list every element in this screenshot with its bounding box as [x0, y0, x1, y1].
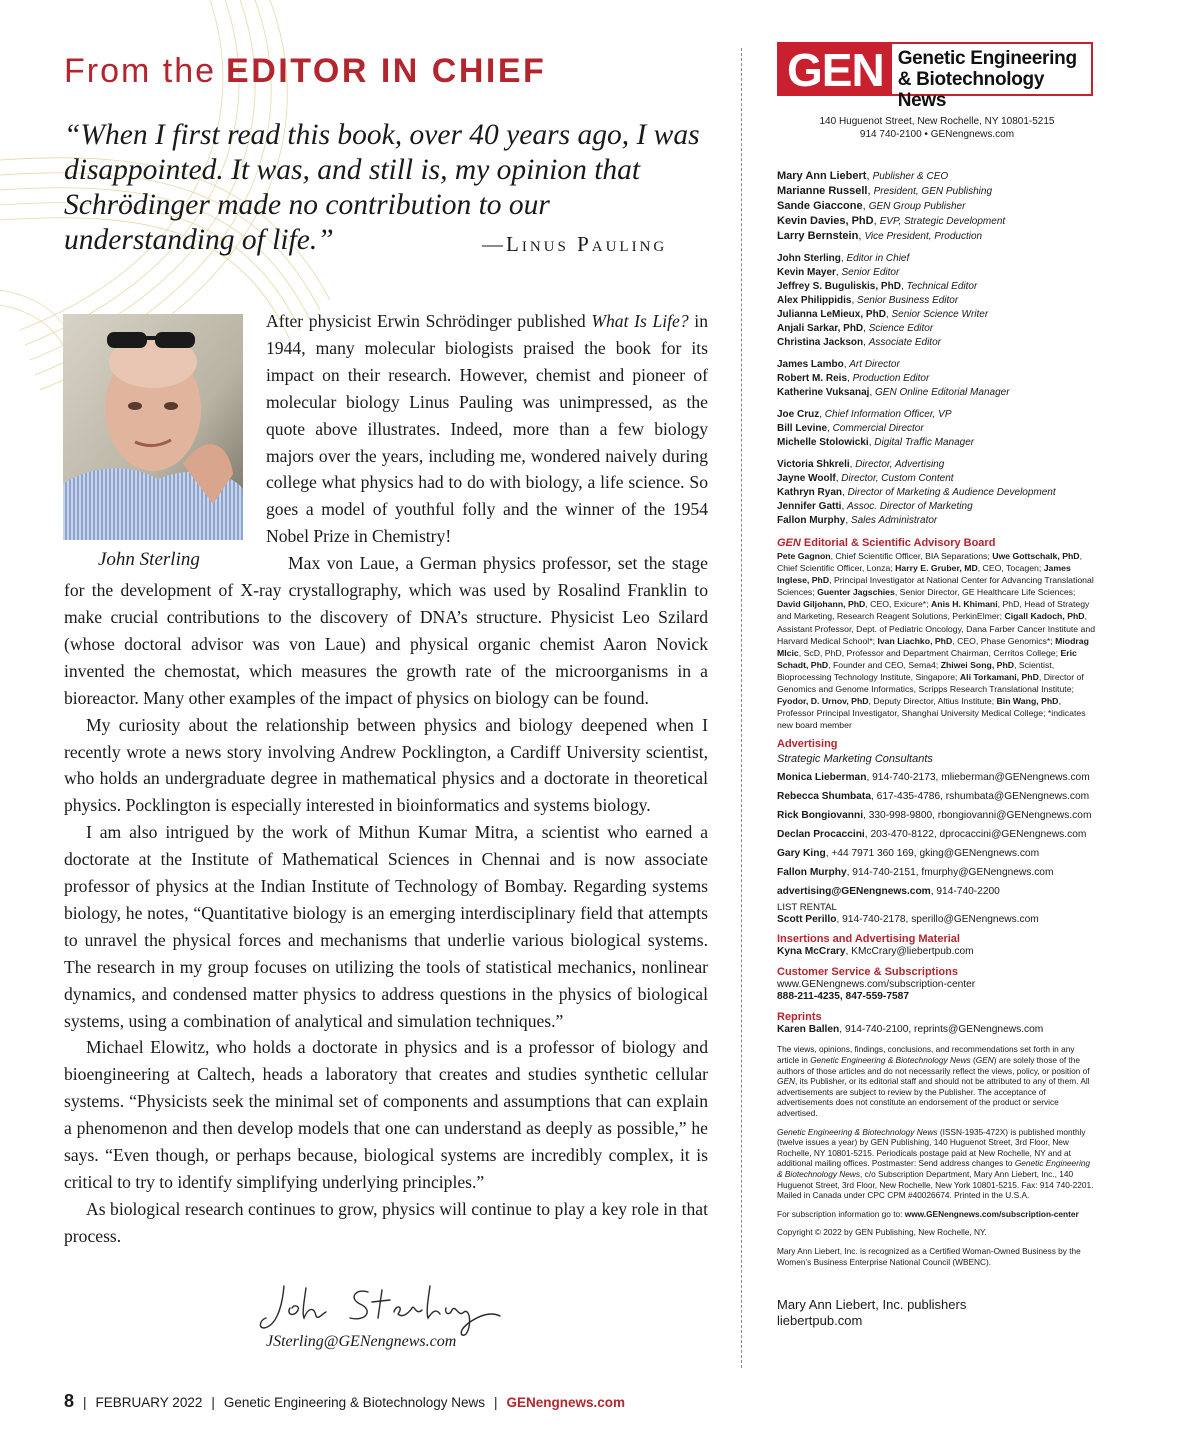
staff-entry: Christina Jackson, Associate Editor: [777, 337, 941, 348]
staff-name: Katherine Vuksanaj: [777, 387, 870, 398]
editor-email[interactable]: JSterling@GENengnews.com: [266, 1333, 457, 1350]
advertising-subheading: Strategic Marketing Consultants: [777, 753, 933, 766]
board-member-affiliation: Scientist, Bioprocessing Technology Institute, Singapore: [777, 659, 1055, 682]
handwritten-signature: [256, 1278, 506, 1338]
wbenc-statement: Mary Ann Liebert, Inc. is recognized as a Certified Woman-Owned Business by the Women’s Business Enterprise National Council (WBENC).: [777, 1245, 1081, 1267]
board-member-name: Eric Schadt, PhD: [777, 647, 1077, 670]
heading-em: GEN: [777, 537, 801, 549]
advisory-board-heading: [777, 536, 1097, 550]
column-divider: [741, 48, 742, 1368]
contact-info[interactable]: , 330-998-9800, rbongiovanni@GENengnews.com: [863, 810, 1092, 822]
staff-title: Production Editor: [852, 373, 930, 384]
board-member-name: James Inglese, PhD: [777, 563, 1071, 586]
staff-group: [777, 252, 1097, 350]
advertising-contact: [777, 771, 1097, 784]
contact-name: Karen Ballen: [777, 1023, 840, 1035]
staff-title: Senior Science Writer: [891, 309, 989, 320]
staff-group: [777, 458, 1097, 528]
text-run: in 1944, many molecular biologists praised the book for its impact on their research. However, chemist and pioneer of molecular biology Linus Pauling was unimpressed, as the quote above illustrates. Indeed, more than a few biology majors over the years, including me, wondered naively during college what physics had to do with biology, a life science. So goes a model of youthful folly and the winner of the 1954 Nobel Prize in Chemistry!: [266, 311, 708, 547]
contact-info[interactable]: , +44 7971 360 169, gking@GENengnews.com: [825, 848, 1040, 860]
text-run: ) are solely those of the authors of those articles and do not necessarily reflect the views, policy, or position of: [777, 1055, 1090, 1076]
board-member-name: Miodrag MIcic: [777, 635, 1089, 658]
board-member-name: Zhiwei Song, PhD: [940, 659, 1015, 670]
staff-title: GEN Group Publisher: [868, 201, 966, 212]
staff-name: Alex Philippidis: [777, 295, 852, 306]
customer-service-url[interactable]: www.GENengnews.com/subscription-center: [777, 978, 976, 990]
address-line: 140 Huguenot Street, New Rochelle, NY 10801-5215: [819, 116, 1055, 127]
board-member-name: Cigall Kadoch, PhD: [1004, 611, 1085, 622]
staff-title: Director of Marketing & Audience Development: [847, 487, 1056, 498]
board-member-name: Guenter Jagschies: [817, 587, 895, 598]
text-run: The views, opinions, findings, conclusions, and recommendations set forth in any article in: [777, 1044, 1075, 1065]
logo-line: Genetic Engineering: [897, 48, 1077, 69]
staff-name: Jayne Woolf: [777, 473, 836, 484]
advertising-contact: [777, 847, 1097, 860]
disclaimer-text: [777, 1044, 1097, 1118]
board-member-affiliation: Chief Scientific Officer, BIA Separations: [835, 551, 988, 561]
board-note: *indicates new board member: [777, 708, 1086, 731]
staff-entry: Larry Bernstein, Vice President, Production: [777, 230, 983, 242]
staff-entry: Anjali Sarkar, PhD, Science Editor: [777, 323, 934, 334]
contact-info[interactable]: , KMcCrary@liebertpub.com: [845, 946, 974, 958]
staff-entry: Jennifer Gatti, Assoc. Director of Marketing: [777, 501, 973, 512]
list-rental-label: LIST RENTAL: [777, 902, 837, 914]
staff-group: [777, 408, 1097, 450]
staff-title: Vice President, Production: [864, 231, 983, 242]
text-run: For subscription information go to:: [777, 1208, 905, 1219]
staff-entry: Robert M. Reis, Production Editor: [777, 373, 930, 384]
staff-title: Chief Information Officer, VP: [824, 409, 952, 420]
photo-wrap-spacer: [64, 308, 266, 576]
staff-entry: Victoria Shkreli, Director, Advertising: [777, 459, 945, 470]
publisher-address: [777, 116, 1097, 141]
staff-entry: Jeffrey S. Buguliskis, PhD, Technical Editor: [777, 281, 978, 292]
publication-name: Genetic Engineering & Biotechnology News: [223, 1395, 486, 1410]
contact-info[interactable]: , 914-740-2151, fmurphy@GENengnews.com: [846, 867, 1054, 879]
board-member-affiliation: Principal Investigator at National Center for Advancing Translational Sciences: [777, 575, 1094, 598]
footer-website-link[interactable]: GENengnews.com: [506, 1395, 626, 1410]
text-run: Genetic Engineering & Biotechnology News: [810, 1055, 971, 1065]
board-member-name: Ali Torkamani, PhD: [959, 671, 1039, 682]
text-run: www.GENengnews.com/subscription-center: [904, 1208, 1079, 1219]
list-rental-contact: [777, 913, 1097, 926]
board-member-affiliation: CEO, Exicure*: [870, 599, 927, 610]
staff-title: Editor in Chief: [846, 253, 910, 264]
masthead-sidebar: [777, 42, 1097, 1329]
staff-name: Michelle Stolowicki: [777, 437, 869, 448]
staff-group: [777, 169, 1097, 244]
advertising-contact: [777, 828, 1097, 841]
staff-entry: Joe Cruz, Chief Information Officer, VP: [777, 409, 952, 420]
staff-entry: Julianna LeMieux, PhD, Senior Science Writer: [777, 309, 989, 320]
advisory-board-list: Pete Gagnon, Chief Scientific Officer, BIA Separations; Uwe Gottschalk, PhD, Chief Scientific Officer, Lonza; Harry E. Gruber, MD, CEO, Tocagen; James Inglese, PhD, Principal Investigator at National Center for Advancing Translational Sciences; Guenter Jagschies, Senior Director, GE Healthcare Life Sciences; David Giljohann, PhD, CEO, Exicure*; Anis H. Khimani, PhD, Head of Strategy and Marketing, Research Reagent Solutions, PerkinElmer; Cigall Kadoch, PhD, Assistant Professor, Dept. of Pediatric Oncology, Dana Farber Cancer Institute and Harvard Medical School*; Ivan Liachko, PhD, CEO, Phase Genomics*; Miodrag MIcic, ScD, PhD, Professor and Department Chairman, Cerritos College; Eric Schadt, PhD, Founder and CEO, Sema4; Zhiwei Song, PhD, Scientist, Bioprocessing Technology Institute, Singapore; Ali Torkamani, PhD, Director of Genomics and Genome Informatics, Scripps Research Translational Institute; Fyodor, D. Urnov, PhD, Deputy Director, Altius Institute; Bin Wang, PhD, Professor Principal Investigator, Shanghai University Medical College; *indicates new board member: [777, 551, 1096, 731]
board-member-affiliation: Professor Principal Investigator, Shanghai University Medical College: [777, 708, 1044, 719]
heading-text: Editorial & Scientific Advisory Board: [803, 537, 996, 549]
contact-info[interactable]: , 617-435-4786, rshumbata@GENengnews.com: [871, 791, 1090, 803]
insertions-contact: [777, 946, 1097, 959]
board-member-name: Uwe Gottschalk, PhD: [992, 551, 1080, 561]
publisher-block: [777, 1297, 1097, 1329]
advertising-contacts: [777, 771, 1097, 898]
staff-title: Senior Editor: [841, 267, 900, 278]
text-run: (: [970, 1055, 976, 1065]
issue-date: FEBRUARY 2022: [95, 1395, 203, 1410]
subscription-info: [777, 1209, 1097, 1220]
staff-title: Science Editor: [868, 323, 934, 334]
board-member-name: Bin Wang, PhD: [996, 696, 1059, 707]
staff-name: Larry Bernstein: [777, 230, 859, 242]
contact-name: Monica Lieberman: [777, 772, 867, 784]
board-member-affiliation: ScD, PhD, Professor and Department Chairman, Cerritos College: [803, 647, 1056, 658]
staff-title: Associate Editor: [868, 337, 941, 348]
contact-info[interactable]: , 914-740-2178, sperillo@GENengnews.com: [836, 914, 1039, 926]
staff-title: Senior Business Editor: [857, 295, 959, 306]
board-member-affiliation: PhD, Head of Strategy and Marketing, Research Reagent Solutions, PerkinElmer: [777, 599, 1090, 622]
staff-title: President, GEN Publishing: [873, 186, 993, 197]
contact-name: advertising@GENengnews.com: [777, 886, 931, 898]
staff-name: Mary Ann Liebert: [777, 170, 867, 182]
photo-caption: John Sterling: [98, 549, 200, 570]
contact-info[interactable]: , 914-740-2100, reprints@GENengnews.com: [839, 1023, 1044, 1035]
customer-service-heading: Customer Service & Subscriptions: [777, 965, 958, 978]
advertising-contact: [777, 809, 1097, 822]
advertising-contact: [777, 866, 1097, 879]
footer-separator: |: [83, 1395, 87, 1410]
staff-title: Art Director: [849, 359, 900, 370]
signature-drawing: [256, 1278, 506, 1338]
staff-title: Digital Traffic Manager: [874, 437, 975, 448]
staff-entry: James Lambo, Art Director: [777, 359, 900, 370]
staff-title: Director, Advertising: [855, 459, 945, 470]
staff-name: Sande Giaccone: [777, 200, 863, 212]
text-run: , its Publisher, or its editorial staff and should not be attributed to any of them. All advertisements are subject to review by the Publisher. The acceptance of advertisements does not constitute an endorsement of the product or service advertised.: [777, 1076, 1090, 1118]
staff-title: GEN Online Editorial Manager: [875, 387, 1010, 398]
reprints-heading: Reprints: [777, 1010, 822, 1023]
staff-group: [777, 358, 1097, 400]
staff-title: Publisher & CEO: [872, 171, 949, 182]
contact-info[interactable]: , 914-740-2200: [930, 886, 1000, 898]
section-title: [64, 52, 546, 91]
staff-name: Jeffrey S. Buguliskis, PhD: [777, 281, 901, 292]
advertising-contact: [777, 790, 1097, 803]
staff-title: Sales Administrator: [850, 515, 938, 526]
text-run: GEN: [777, 1076, 795, 1087]
footer-separator: |: [211, 1395, 215, 1410]
board-member-affiliation: CEO, Phase Genomics*: [957, 635, 1051, 646]
board-member-name: Pete Gagnon: [777, 551, 831, 561]
staff-entry: Sande Giaccone, GEN Group Publisher: [777, 200, 966, 212]
staff-name: Kathryn Ryan: [777, 487, 843, 498]
advertising-heading: Advertising: [777, 738, 838, 751]
staff-name: James Lambo: [777, 359, 844, 370]
contact-name: Kyna McCrary: [777, 946, 846, 958]
staff-entry: Kevin Mayer, Senior Editor: [777, 267, 900, 278]
board-member-affiliation: Assistant Professor, Dept. of Pediatric Oncology, Dana Farber Cancer Institute and Harvard Medical School*: [777, 623, 1096, 646]
book-title: What Is Life?: [591, 311, 689, 331]
board-member-name: Fyodor, D. Urnov, PhD: [777, 696, 869, 707]
staff-name: Victoria Shkreli: [777, 459, 850, 470]
staff-name: Bill Levine: [777, 423, 828, 434]
article-paragraph: Michael Elowitz, who holds a doctorate in physics and is a professor of biology and bioengineering at Caltech, heads a laboratory that creates and studies synthetic cellular systems. “Physicists seek the minimal set of components and assumptions that can explain a phenomenon and then develop models that one can understand as deeply as possible,” he says. “Even though, or perhaps because, biological systems are incredibly complex, it is critical to try to identify simplifying underlying principles.”: [64, 1037, 708, 1192]
copyright: Copyright © 2022 by GEN Publishing, New Rochelle, NY.: [777, 1227, 987, 1238]
board-member-affiliation: Deputy Director, Altius Institute: [873, 696, 992, 707]
staff-entry: Katherine Vuksanaj, GEN Online Editorial Manager: [777, 387, 1010, 398]
section-title-emphasis: EDITOR IN CHIEF: [226, 52, 547, 90]
staff-list: [777, 169, 1097, 528]
staff-name: Kevin Davies, PhD: [777, 215, 874, 227]
board-member-name: Harry E. Gruber, MD: [895, 563, 978, 574]
staff-entry: Marianne Russell, President, GEN Publishing: [777, 185, 993, 197]
address-line: 914 740-2100 • GENengnews.com: [859, 128, 1015, 140]
logo-mark: GEN: [779, 44, 892, 94]
article-paragraph: Max von Laue, a German physics professor, set the stage for the development of X-ray crystallography, which was used by Rosalind Franklin to make crucial contributions to the discovery of DNA’s structure. Physicist Leo Szilard (whose doctoral advisor was von Laue) and physical organic chemist Aaron Novick invented the chemostat, which measures the growth rate of the microorganisms in a bioreactor. Many other examples of the impact of physics on biology can be found.: [64, 553, 708, 708]
staff-name: Christina Jackson: [777, 337, 864, 348]
reprints-contact: [777, 1024, 1097, 1037]
page-number: 8: [64, 1391, 75, 1411]
staff-name: John Sterling: [777, 253, 841, 264]
contact-name: Gary King: [777, 848, 826, 860]
staff-entry: Kathryn Ryan, Director of Marketing & Audience Development: [777, 487, 1056, 498]
board-member-affiliation: Director of Genomics and Genome Informatics, Scripps Research Translational Institute: [777, 671, 1084, 695]
staff-name: Fallon Murphy: [777, 515, 846, 526]
board-member-name: David Giljohann, PhD: [777, 599, 866, 610]
board-member-affiliation: Senior Director, GE Healthcare Life Sciences: [899, 587, 1074, 598]
staff-entry: Kevin Davies, PhD, EVP, Strategic Development: [777, 215, 1006, 227]
text-run: , c/o Subscription Department, Mary Ann Liebert, Inc., 140 Huguenot Street, 3rd Floor, New Rochelle, New York 10801-5215. Fax: 914 740-2201. Mailed in Canada under CPC CPM #40026674. Printed in the U.S.A.: [777, 1168, 1094, 1201]
staff-name: Jennifer Gatti: [777, 501, 842, 512]
contact-info[interactable]: , 914-740-2173, mlieberman@GENengnews.com: [866, 772, 1090, 784]
staff-entry: Jayne Woolf, Director, Custom Content: [777, 473, 954, 484]
contact-name: Rebecca Shumbata: [777, 791, 871, 803]
staff-entry: Mary Ann Liebert, Publisher & CEO: [777, 170, 949, 182]
staff-name: Robert M. Reis: [777, 373, 848, 384]
publisher-website-link[interactable]: liebertpub.com: [777, 1313, 863, 1329]
contact-name: Fallon Murphy: [777, 867, 847, 879]
staff-entry: Bill Levine, Commercial Director: [777, 423, 924, 434]
article-body: [64, 308, 708, 1250]
issn-statement: [777, 1127, 1097, 1201]
staff-title: EVP, Strategic Development: [879, 216, 1006, 227]
board-member-affiliation: Founder and CEO, Sema4: [833, 659, 936, 670]
staff-name: Kevin Mayer: [777, 267, 836, 278]
staff-name: Anjali Sarkar, PhD: [777, 323, 864, 334]
section-title-prefix: From the: [64, 52, 217, 90]
staff-title: Director, Custom Content: [841, 473, 954, 484]
contact-name: Rick Bongiovanni: [777, 810, 864, 822]
staff-entry: Michelle Stolowicki, Digital Traffic Manager: [777, 437, 975, 448]
quote-attribution: —Linus Pauling: [482, 232, 668, 256]
staff-name: Joe Cruz: [777, 409, 820, 420]
text-run: (ISSN-1935-472X) is published monthly (twelve issues a year) by GEN Publishing, 140 Huguenot Street, 3rd Floor, New Rochelle, NY 10801-5215. Periodicals postage paid at New Rochelle, NY and at additional mailing offices. Postmaster: Send address changes to: [777, 1126, 1086, 1169]
article-paragraph: I am also intrigued by the work of Mithun Kumar Mitra, a scientist who earned a doctorate at the Institute of Mathematical Sciences in Chennai and is now associate professor of physics at the Indian Institute of Technology of Bombay. Regarding systems biology, he notes, “Quantitative biology is an emerging interdisciplinary field that attempts to unravel the physical forces and mechanisms that underlie various biological systems. The research in my group focuses on utilizing the tools of statistical mechanics, nonlinear dynamics, and condensed matter physics to address questions in the physics of biological systems, using a combination of analytical and simulation techniques.”: [64, 822, 708, 1031]
text-run: Genetic Engineering & Biotechnology News: [777, 1126, 938, 1137]
staff-name: Julianna LeMieux, PhD: [777, 309, 886, 320]
staff-entry: Alex Philippidis, Senior Business Editor: [777, 295, 959, 306]
text-run: After physicist Erwin Schrödinger published: [266, 311, 592, 331]
staff-title: Technical Editor: [906, 281, 978, 292]
insertions-heading: Insertions and Advertising Material: [777, 933, 960, 946]
article-paragraph: My curiosity about the relationship between physics and biology deepened when I recently wrote a news story involving Andrew Pocklington, a Cardiff University scientist, who holds an undergraduate degree in mathematical physics and a doctorate in theoretical physics. Pocklington is especially interested in bioinformatics and systems biology.: [64, 714, 708, 816]
staff-entry: John Sterling, Editor in Chief: [777, 253, 910, 264]
staff-name: Marianne Russell: [777, 185, 868, 197]
gen-logo: [777, 42, 1093, 111]
board-member-name: Ivan Liachko, PhD: [877, 635, 953, 646]
board-member-affiliation: Chief Scientific Officer, Lonza: [777, 563, 891, 574]
article-paragraph: As biological research continues to grow, physics will continue to play a key role in that process.: [64, 1198, 708, 1246]
publisher-name: Mary Ann Liebert, Inc. publishers: [777, 1297, 967, 1313]
pull-quote: “When I first read this book, over 40 years ago, I was disappointed. It was, and still is, my opinion that Schrödinger made no contribution to our understanding of life.”: [64, 119, 700, 256]
footer-separator: |: [494, 1395, 498, 1410]
contact-name: Declan Procaccini: [777, 829, 865, 841]
board-member-affiliation: CEO, Tocagen: [982, 563, 1039, 574]
text-run: GEN: [975, 1055, 994, 1065]
staff-title: Commercial Director: [832, 423, 924, 434]
contact-info[interactable]: , 203-470-8122, dprocaccini@GENengnews.com: [864, 829, 1087, 841]
board-member-name: Anis H. Khimani: [931, 599, 998, 610]
staff-title: Assoc. Director of Marketing: [847, 501, 973, 512]
customer-service-phones: 888-211-4235, 847-559-7587: [777, 991, 909, 1003]
text-run: Genetic Engineering & Biotechnology News: [777, 1158, 1091, 1179]
logo-wordmark: [892, 44, 1091, 111]
page-footer: [64, 1391, 625, 1412]
logo-line: & Biotechnology News: [897, 69, 1045, 111]
advertising-contact: [777, 885, 1097, 898]
contact-name: Scott Perillo: [777, 914, 837, 926]
staff-entry: Fallon Murphy, Sales Administrator: [777, 515, 938, 526]
